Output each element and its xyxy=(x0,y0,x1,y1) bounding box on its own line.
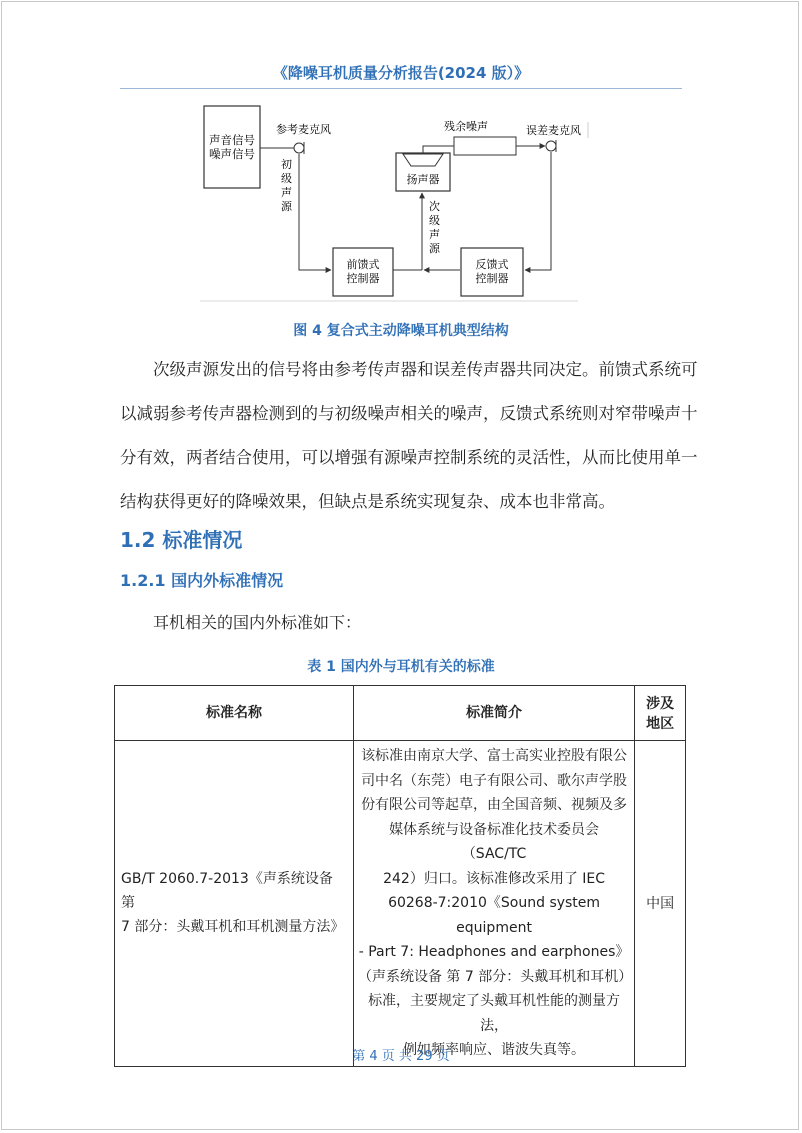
cell-standard-name xyxy=(115,741,354,1067)
section-heading: 1.2 标准情况 xyxy=(120,528,243,552)
paragraph-line-2: 以减弱参考传声器检测到的与初级噪声相关的噪声，反馈式系统则对窄带噪声十 xyxy=(120,404,698,423)
subsection-heading: 1.2.1 国内外标准情况 xyxy=(120,571,284,590)
table-row xyxy=(115,741,686,1067)
lead-sentence: 耳机相关的国内外标准如下： xyxy=(153,613,362,632)
paragraph-line-4: 结构获得更好的降噪效果，但缺点是系统实现复杂、成本也非常高。 xyxy=(120,492,615,511)
primary-source-1: 初 xyxy=(281,158,292,171)
fb-controller-line-2: 控制器 xyxy=(475,272,509,285)
ref-to-ff-line xyxy=(299,154,331,270)
ff-controller-line-2: 控制器 xyxy=(346,272,380,285)
source-box-line-2: 噪声信号 xyxy=(209,147,255,161)
cell-standard-desc xyxy=(353,741,634,1067)
secondary-source-4: 源 xyxy=(429,242,440,255)
speaker-to-residual xyxy=(423,146,454,153)
desc-line-8: （声系统设备 第 7 部分：头戴耳机和耳机） xyxy=(357,968,633,985)
residual-noise-label: 残余噪声 xyxy=(444,120,488,133)
table-caption: 表 1 国内外与耳机有关的标准 xyxy=(307,659,495,675)
paragraph-line-3: 分有效，两者结合使用，可以增强有源噪声控制系统的灵活性，从而比使用单一 xyxy=(120,448,698,467)
ref-mic-icon xyxy=(294,143,304,153)
desc-line-10: 例如频率响应、谐波失真等。 xyxy=(403,1042,586,1058)
ff-controller-line-1: 前馈式 xyxy=(346,258,380,271)
name-line-1: GB/T 2060.7-2013《声系统设备 第 xyxy=(121,871,333,912)
header-region-line-2: 地区 xyxy=(646,716,675,732)
speaker-label: 扬声器 xyxy=(406,173,440,186)
fb-controller-line-1: 反馈式 xyxy=(475,258,509,271)
table-header-row xyxy=(115,686,686,741)
body-paragraph xyxy=(120,348,698,524)
figure-caption: 图 4 复合式主动降噪耳机典型结构 xyxy=(293,323,509,339)
residual-noise-box xyxy=(454,137,516,155)
standards-table xyxy=(114,685,686,1067)
cell-region: 中国 xyxy=(635,741,686,1067)
desc-line-9: 标准，主要规定了头戴耳机性能的测量方法， xyxy=(368,993,621,1034)
desc-line-6: 60268-7:2010《Sound system equipment xyxy=(388,895,601,936)
anc-structure-diagram xyxy=(200,98,600,303)
header-standard-desc: 标准简介 xyxy=(353,686,634,741)
source-box-line-1: 声音信号 xyxy=(209,133,255,147)
secondary-source-2: 级 xyxy=(429,214,440,227)
desc-line-3: 份有限公司等起草，由全国音频、视频及多 xyxy=(361,797,628,813)
header-region-line-1: 涉及 xyxy=(646,696,675,712)
header-rule xyxy=(120,88,682,89)
secondary-source-1: 次 xyxy=(429,200,440,213)
desc-line-2: 司中名（东莞）电子有限公司、歌尔声学股 xyxy=(361,772,628,789)
desc-line-5: 242）归口。该标准修改采用了 IEC xyxy=(383,870,606,887)
header-standard-name: 标准名称 xyxy=(115,686,354,741)
desc-line-7: - Part 7: Headphones and earphones》 xyxy=(358,944,630,960)
err-to-fb-line xyxy=(525,152,551,270)
error-mic-label: 误差麦克风 xyxy=(526,124,581,137)
page-footer: 第 4 页 共 29 页 xyxy=(352,1049,450,1064)
header-region xyxy=(635,686,686,741)
desc-line-4: 媒体系统与设备标准化技术委员会（SAC/TC xyxy=(389,821,600,862)
error-mic-icon xyxy=(546,141,556,151)
name-line-2: 7 部分：头戴耳机和耳机测量方法》 xyxy=(121,919,345,936)
primary-source-4: 源 xyxy=(281,200,292,213)
primary-source-2: 级 xyxy=(281,172,292,185)
secondary-source-3: 声 xyxy=(429,228,440,241)
primary-source-3: 声 xyxy=(281,186,292,199)
paragraph-line-1: 次级声源发出的信号将由参考传声器和误差传声器共同决定。前馈式系统可 xyxy=(153,360,698,379)
report-header: 《降噪耳机质量分析报告(2024 版）》 xyxy=(272,64,530,82)
ref-mic-label: 参考麦克风 xyxy=(276,123,331,136)
desc-line-1: 该标准由南京大学、富士高实业控股有限公 xyxy=(361,748,628,764)
